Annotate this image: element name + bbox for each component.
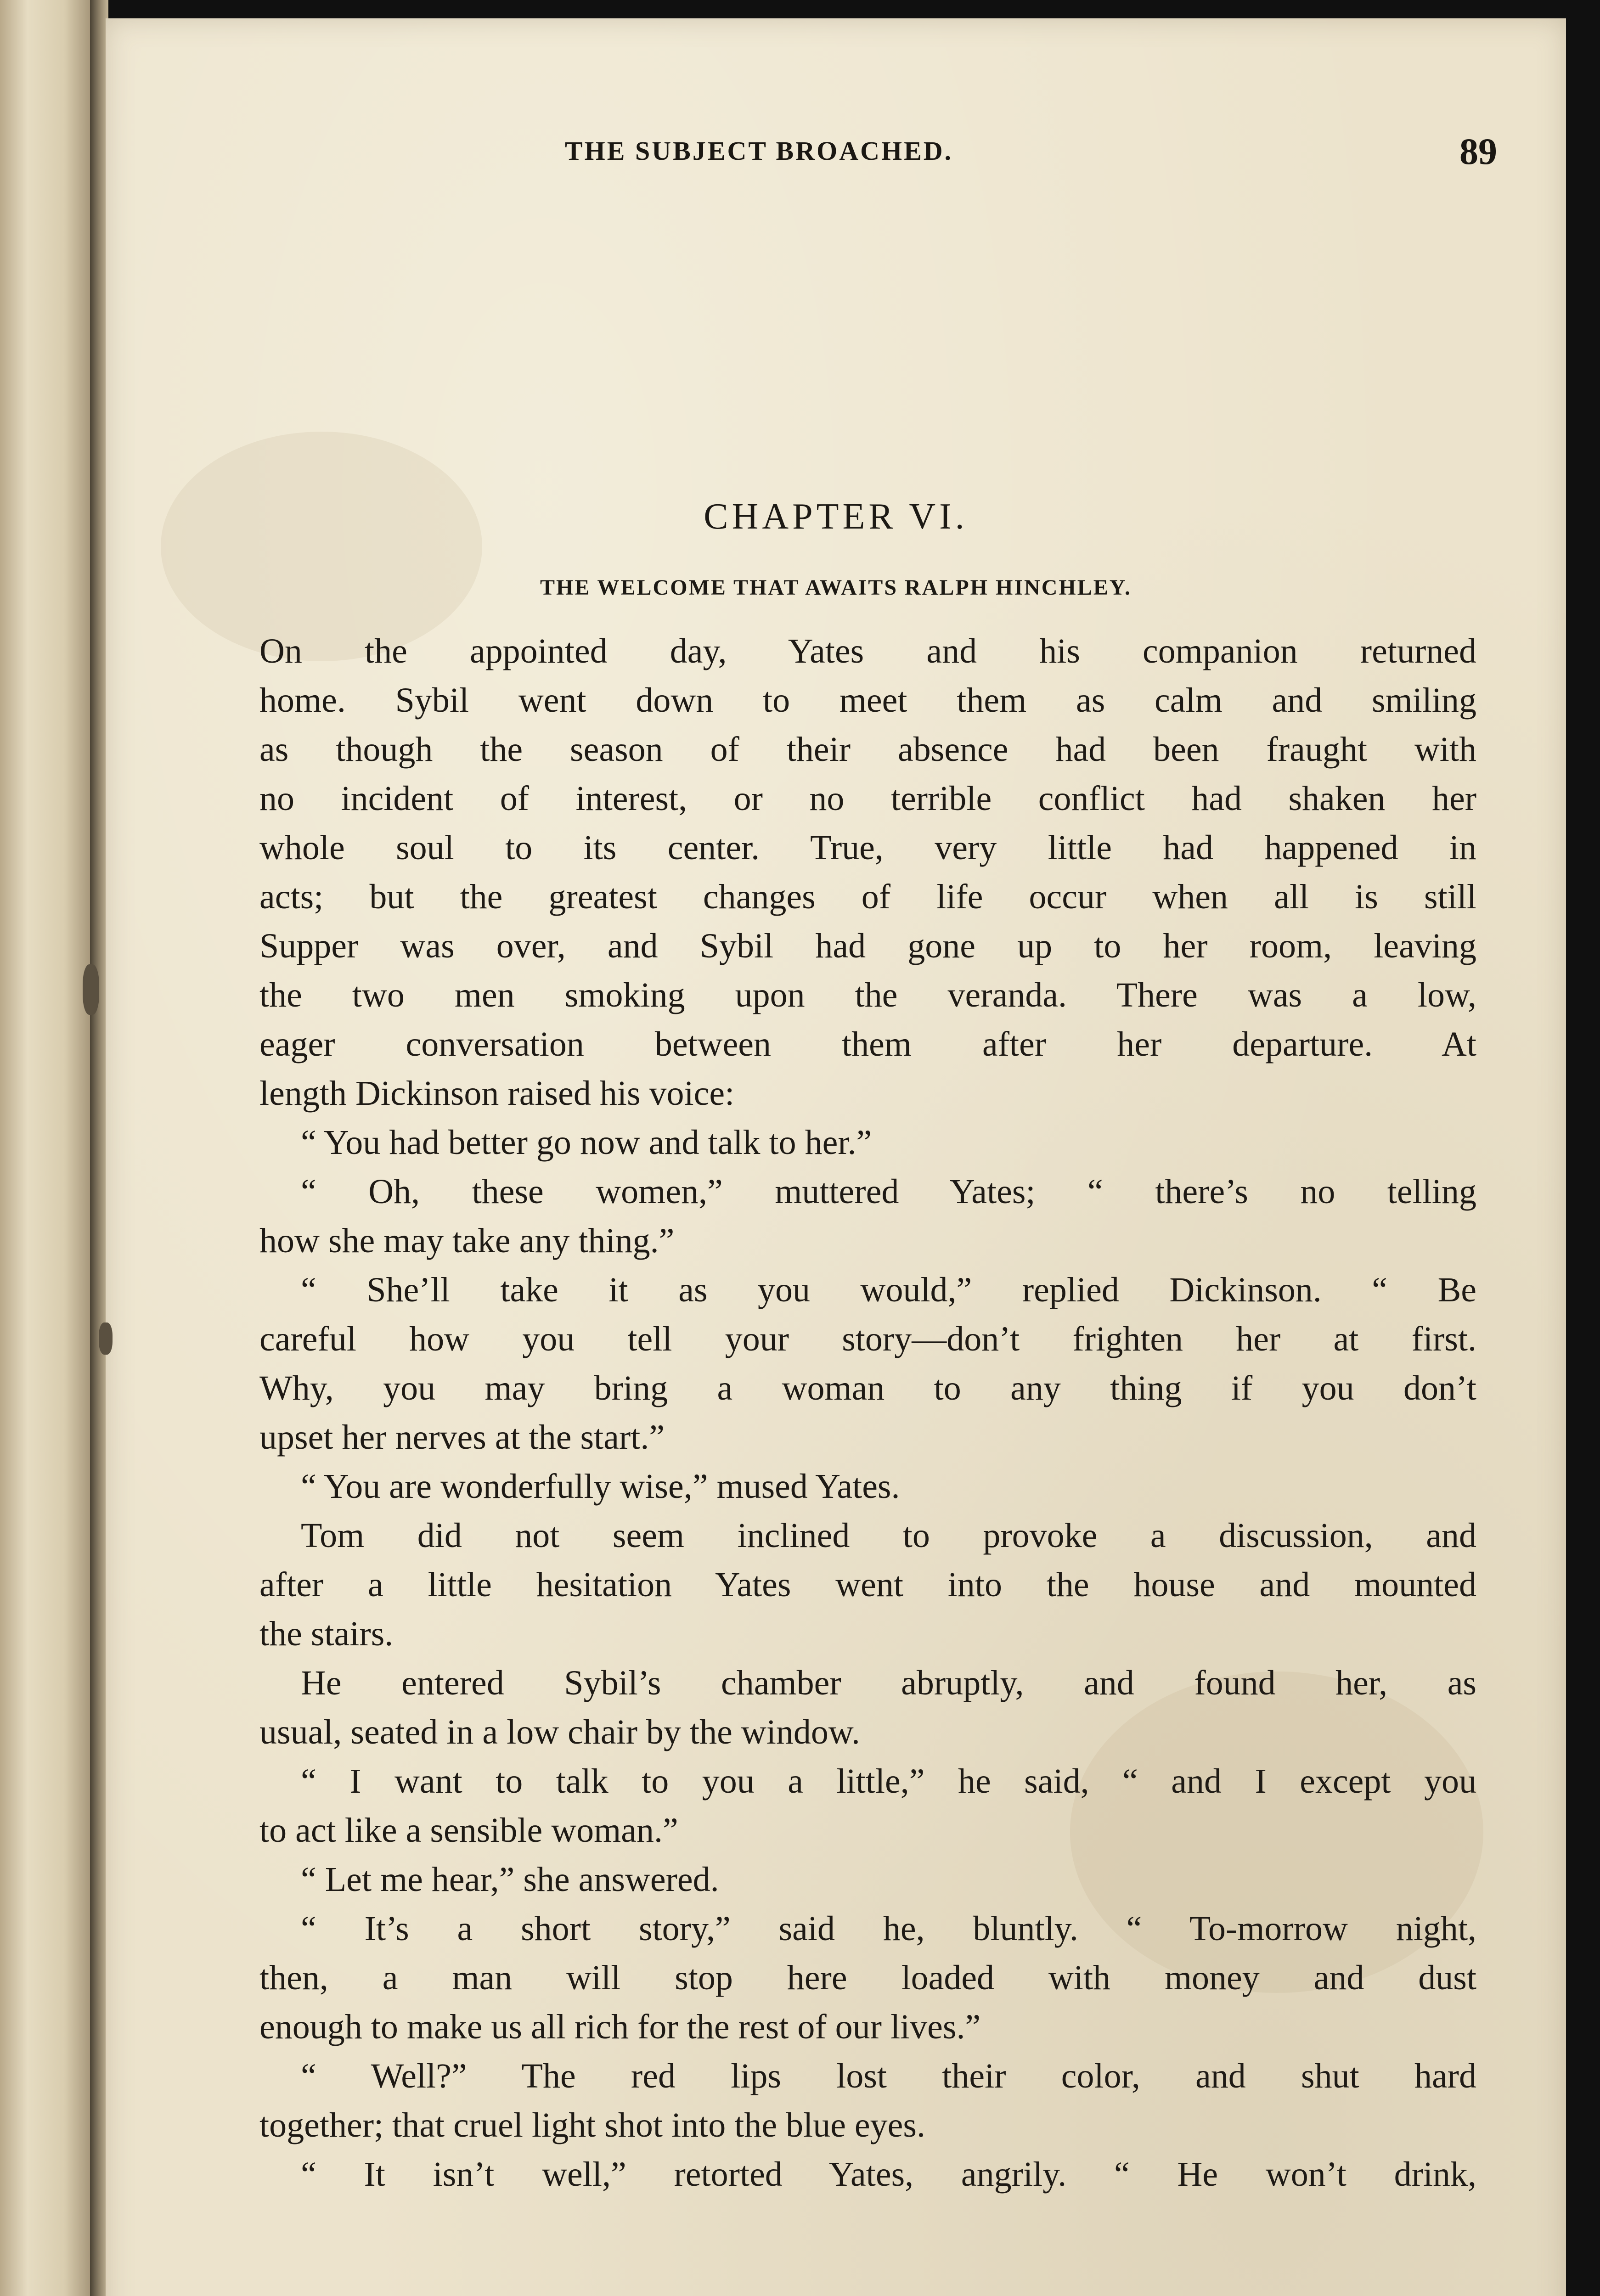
text-line: eager conversation between them after her departure. At [259, 1025, 1476, 1064]
text-line: He entered Sybil’s chamber abruptly, and found her, as [301, 1664, 1476, 1702]
running-header [106, 130, 1566, 181]
text-line: “ It isn’t well,” retorted Yates, angrily. “ He won’t drink, [301, 2155, 1476, 2194]
binding-hole [99, 1322, 113, 1355]
text-line: as though the season of their absence had been fraught with [259, 730, 1476, 769]
text-line: length Dickinson raised his voice: [259, 1074, 735, 1113]
chapter-subtitle: THE WELCOME THAT AWAITS RALPH HINCHLEY. [540, 575, 1132, 600]
text-line: upset her nerves at the start.” [259, 1418, 665, 1457]
text-line: then, a man will stop here loaded with money and dust [259, 1958, 1476, 1997]
text-line: acts; but the greatest changes of life occur when all is still [259, 878, 1476, 916]
text-line: how she may take any thing.” [259, 1221, 675, 1260]
text-line: careful how you tell your story—don’t frighten her at first. [259, 1320, 1476, 1358]
text-line: Why, you may bring a woman to any thing if you don’t [259, 1369, 1476, 1407]
text-line: “ Oh, these women,” muttered Yates; “ there’s no telling [301, 1172, 1476, 1211]
text-line: “ Let me hear,” she answered. [301, 1860, 719, 1899]
text-line: after a little hesitation Yates went into the house and mounted [259, 1565, 1476, 1604]
text-line: together; that cruel light shot into the blue eyes. [259, 2106, 925, 2144]
text-line: “ She’ll take it as you would,” replied Dickinson. “ Be [301, 1271, 1476, 1309]
text-line: usual, seated in a low chair by the window. [259, 1713, 860, 1751]
text-line: “ Well?” The red lips lost their color, and shut hard [301, 2057, 1476, 2095]
text-line: the stairs. [259, 1615, 394, 1653]
text-line: to act like a sensible woman.” [259, 1811, 678, 1850]
text-line: the two men smoking upon the veranda. There was a low, [259, 976, 1476, 1014]
text-line: Supper was over, and Sybil had gone up to her room, leaving [259, 927, 1476, 965]
text-line: “ It’s a short story,” said he, bluntly. “ To-morrow night, [301, 1909, 1476, 1948]
text-line: whole soul to its center. True, very little had happened in [259, 828, 1476, 867]
text-line: home. Sybil went down to meet them as calm and smiling [259, 681, 1476, 720]
page-number: 89 [1459, 130, 1497, 172]
text-line: “ I want to talk to you a little,” he said, “ and I except you [301, 1762, 1476, 1801]
text-line: Tom did not seem inclined to provoke a discussion, and [301, 1516, 1476, 1555]
running-title: THE SUBJECT BROACHED. [565, 136, 953, 166]
text-line: “ You had better go now and talk to her.” [301, 1123, 872, 1162]
text-line: On the appointed day, Yates and his companion returned [259, 632, 1476, 670]
binding-hole [83, 964, 99, 1015]
chapter-body [259, 627, 1476, 2199]
book-page [106, 18, 1566, 2296]
text-line: enough to make us all rich for the rest of our lives.” [259, 2008, 981, 2046]
text-line: no incident of interest, or no terrible conflict had shaken her [259, 779, 1476, 818]
facing-page-edge [0, 0, 101, 2296]
text-line: “ You are wonderfully wise,” mused Yates. [301, 1467, 900, 1506]
chapter-title: CHAPTER VI. [704, 496, 968, 537]
